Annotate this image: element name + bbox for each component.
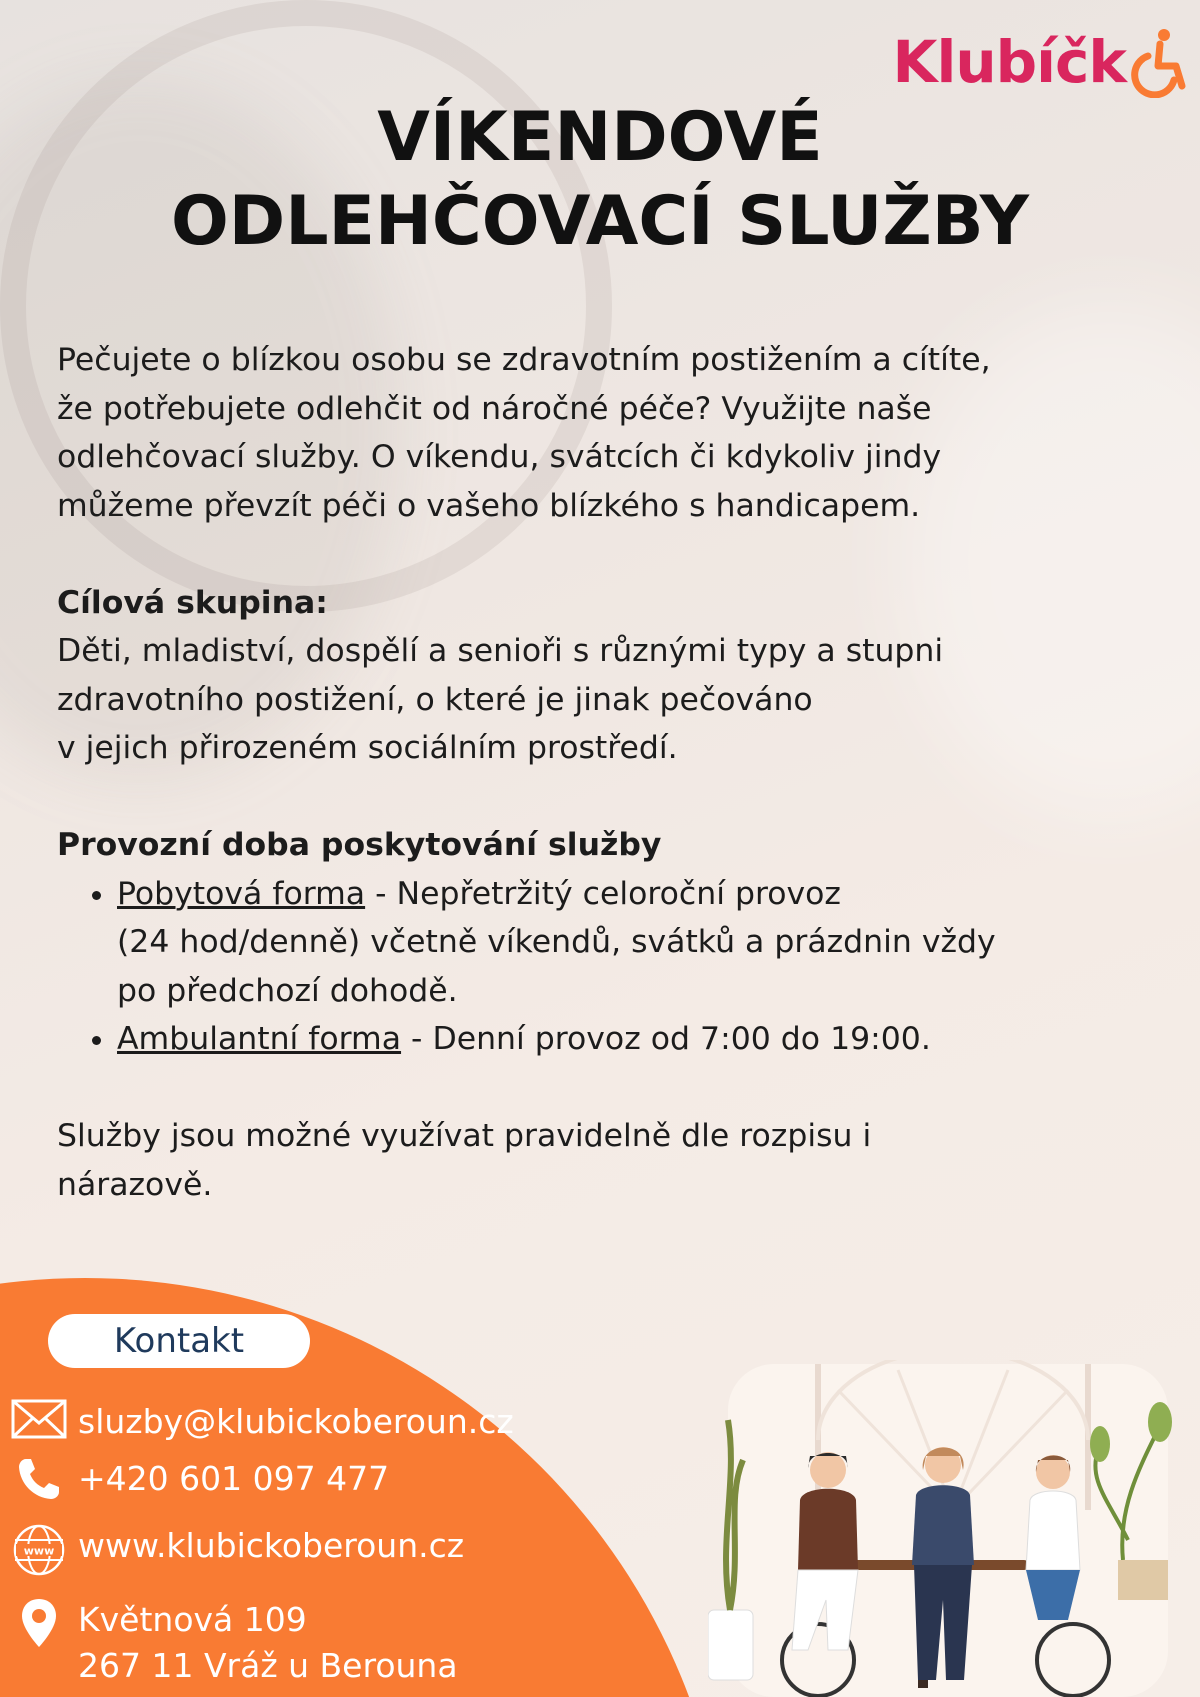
contact-email[interactable] bbox=[0, 1399, 700, 1445]
form-text: - Denní provoz od 7:00 do 19:00. bbox=[401, 1021, 931, 1057]
form-text: po předchozí dohodě. bbox=[117, 972, 458, 1009]
address-line: Květnová 109 bbox=[78, 1600, 307, 1639]
contact-address bbox=[0, 1597, 700, 1689]
phone-text[interactable]: +420 601 097 477 bbox=[78, 1459, 390, 1498]
phone-icon bbox=[16, 1456, 62, 1502]
target-heading: Cílová skupina: bbox=[57, 584, 328, 621]
form-label: Pobytová forma bbox=[117, 875, 366, 912]
target-line: Děti, mladiství, dospělí a senioři s různými typy a stupni bbox=[57, 633, 944, 669]
hours-list bbox=[57, 870, 1167, 1064]
form-text: - Nepřetržitý celoroční provoz bbox=[365, 875, 841, 912]
envelope-icon bbox=[11, 1399, 67, 1439]
address-line: 267 11 Vráž u Berouna bbox=[78, 1646, 458, 1685]
note-line: nárazově. bbox=[57, 1166, 213, 1203]
target-line: zdravotního postižení, o které je jinak pečováno bbox=[57, 681, 813, 718]
contact-web[interactable] bbox=[0, 1523, 700, 1577]
main-content bbox=[57, 336, 1167, 1209]
title-line: VÍKENDOVÉ bbox=[377, 98, 823, 177]
list-item bbox=[117, 1015, 1167, 1064]
intro-line: že potřebujete odlehčit od náročné péče? Využijte naše bbox=[57, 390, 932, 427]
page-title bbox=[0, 96, 1200, 264]
form-label: Ambulantní forma bbox=[117, 1021, 402, 1057]
contact-phone[interactable] bbox=[0, 1456, 700, 1502]
logo bbox=[893, 22, 1192, 102]
web-text[interactable]: www.klubickoberoun.cz bbox=[78, 1526, 465, 1565]
globe-icon bbox=[12, 1523, 66, 1577]
list-item bbox=[117, 870, 1167, 1016]
title-line: ODLEHČOVACÍ SLUŽBY bbox=[170, 182, 1030, 261]
target-line: v jejich přirozeném sociálním prostředí. bbox=[57, 730, 678, 766]
note-line: Služby jsou možné využívat pravidelně dle rozpisu i bbox=[57, 1118, 872, 1154]
contact-label: Kontakt bbox=[48, 1314, 310, 1368]
cafe-illustration bbox=[708, 1360, 1188, 1697]
email-text[interactable]: sluzby@klubickoberoun.cz bbox=[78, 1402, 514, 1441]
intro-line: Pečujete o blízkou osobu se zdravotním postižením a cítíte, bbox=[57, 342, 991, 378]
intro-line: můžeme převzít péči o vašeho blízkého s handicapem. bbox=[57, 487, 921, 524]
hours-heading: Provozní doba poskytování služby bbox=[57, 827, 662, 863]
form-text: (24 hod/denně) včetně víkendů, svátků a prázdnin vždy bbox=[117, 924, 996, 960]
location-pin-icon bbox=[19, 1597, 59, 1649]
svg-text:www: www bbox=[23, 1544, 55, 1558]
intro-line: odlehčovací služby. O víkendu, svátcích či kdykoliv jindy bbox=[57, 439, 942, 475]
wheelchair-icon bbox=[1120, 26, 1192, 98]
logo-text: Klubíčk bbox=[892, 28, 1126, 96]
